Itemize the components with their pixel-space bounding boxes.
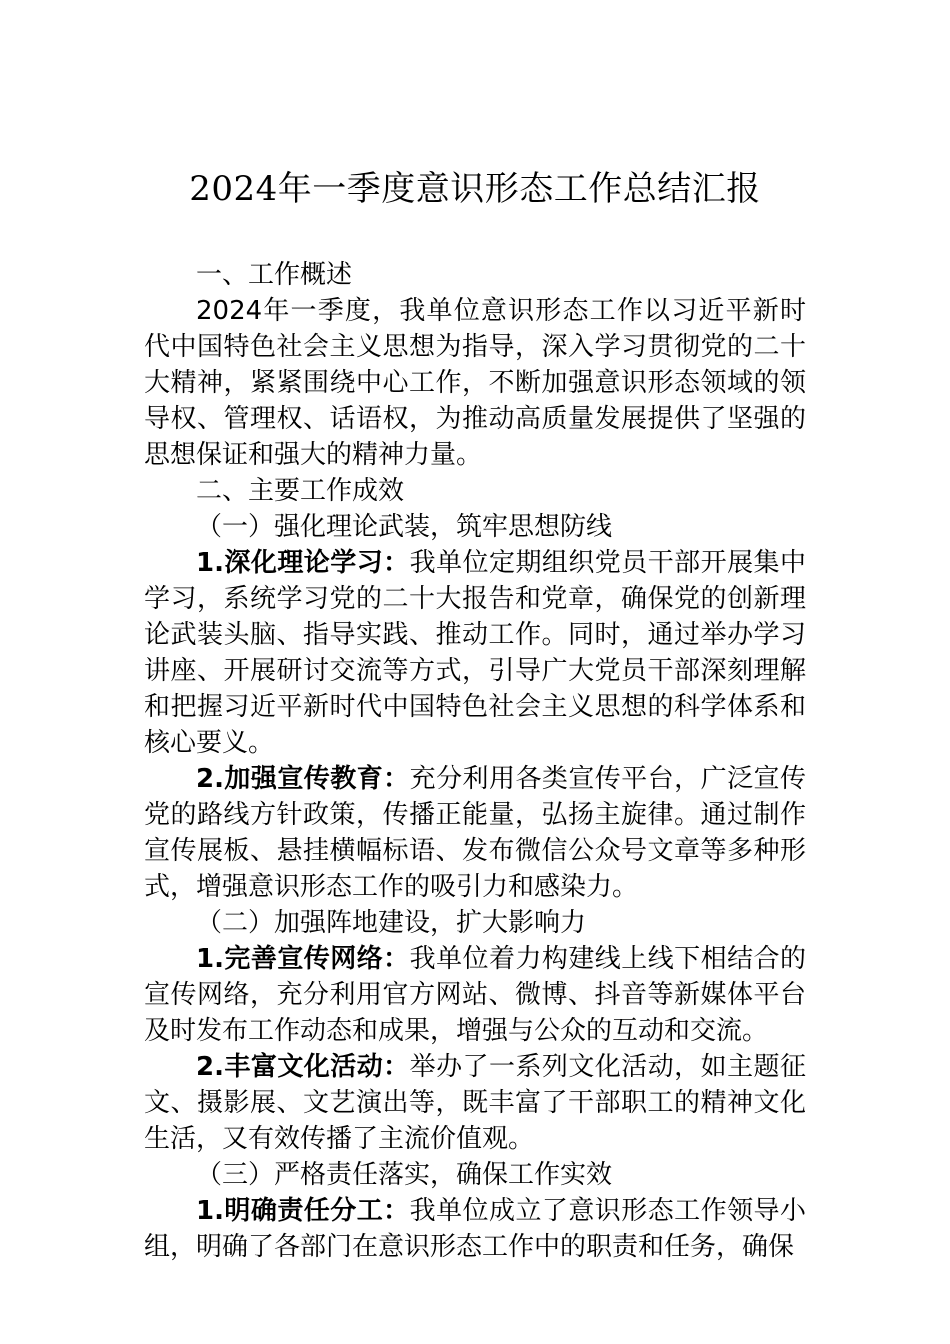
subsection-heading-2 [144, 905, 806, 941]
paragraph-text: 充分利用各类宣传平台，广泛宣传党的路线方针政策，传播正能量，弘扬主旋律。通过制作宣传展板、悬挂横幅标语、发布微信公众号文章等多种形式，增强意识形态工作的吸引力和感染力。 [144, 764, 806, 902]
paragraph-text: 2024年一季度，我单位意识形态工作以习近平新时代中国特色社会主义思想为指导，深入学习贯彻党的二十大精神，紧紧围绕中心工作，不断加强意识形态领域的领导权、管理权、话语权，为推动高质量发展提供了坚强的思想保证和强大的精神力量。 [144, 296, 806, 470]
paragraph-overview [144, 293, 806, 473]
subsection-heading-3 [144, 1157, 806, 1193]
paragraph-text: 我单位定期组织党员干部开展集中学习，系统学习党的二十大报告和党章，确保党的创新理论武装头脑、指导实践、推动工作。同时，通过举办学习讲座、开展研讨交流等方式，引导广大党员干部深刻理解和把握习近平新时代中国特色社会主义思想的科学体系和核心要义。 [144, 548, 806, 758]
paragraph-text: （二）加强阵地建设，扩大影响力 [196, 908, 587, 938]
section-heading-overview [144, 257, 806, 293]
paragraph-lead: 1.完善宣传网络： [196, 944, 410, 974]
paragraph-text: 我单位着力构建线上线下相结合的宣传网络，充分利用官方网站、微博、抖音等新媒体平台及时发布工作动态和成果，增强与公众的互动和交流。 [144, 944, 806, 1046]
paragraph-item [144, 941, 806, 1049]
paragraph-lead: 1.明确责任分工： [196, 1196, 410, 1226]
paragraph-item [144, 1049, 806, 1157]
paragraph-item [144, 545, 806, 761]
subsection-heading-1 [144, 509, 806, 545]
paragraph-lead: 2.加强宣传教育： [196, 764, 410, 794]
section-heading-achievements [144, 473, 806, 509]
document-title: 2024年一季度意识形态工作总结汇报 [189, 169, 761, 209]
paragraph-text: 我单位成立了意识形态工作领导小组，明确了各部门在意识形态工作中的职责和任务，确保 [144, 1196, 806, 1262]
paragraph-lead: 1.深化理论学习： [196, 548, 410, 578]
paragraph-text: （三）严格责任落实，确保工作实效 [196, 1160, 613, 1190]
paragraph-text: 一、工作概述 [196, 260, 353, 290]
paragraph-item [144, 1193, 806, 1265]
paragraph-text: 二、主要工作成效 [196, 476, 405, 506]
document-body [144, 257, 806, 1265]
paragraph-text: 举办了一系列文化活动，如主题征文、摄影展、文艺演出等，既丰富了干部职工的精神文化生活，又有效传播了主流价值观。 [144, 1052, 806, 1154]
paragraph-text: （一）强化理论武装，筑牢思想防线 [196, 512, 613, 542]
paragraph-item [144, 761, 806, 905]
paragraph-lead: 2.丰富文化活动： [196, 1052, 410, 1082]
